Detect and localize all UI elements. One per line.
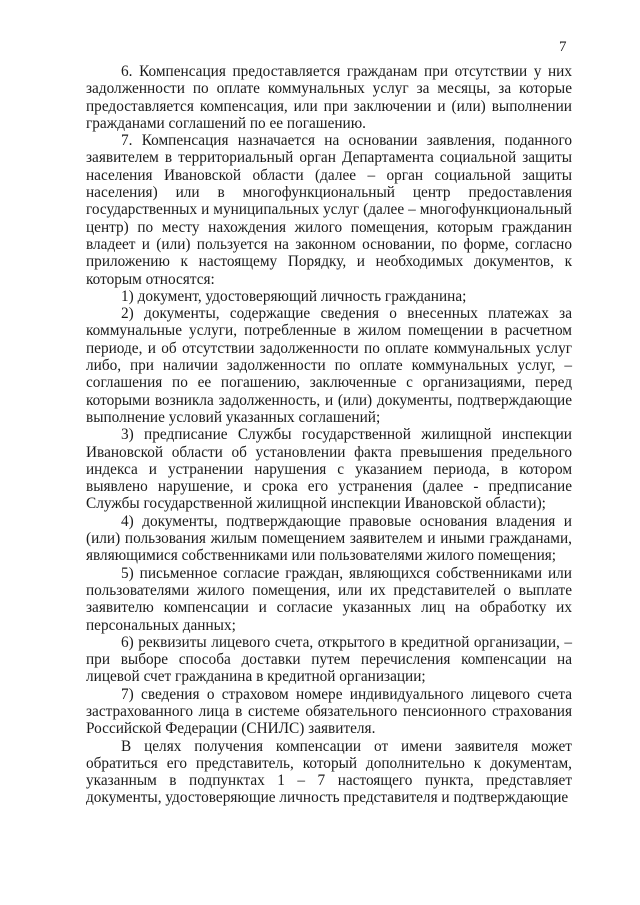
document-body xyxy=(86,63,572,807)
subitem-7: 7) сведения о страховом номере индивидуального лицевого счета застрахованного лица в системе обязательного пенсионного страхования Российской Федерации (СНИЛС) заявителя. xyxy=(86,685,572,738)
subitem-5: 5) письменное согласие граждан, являющихся собственниками или пользователями жилого помещения, или их представителей о выплате заявителю компенсации и согласие указанных лиц на обработку их персональных данных; xyxy=(86,564,572,634)
subitem-4: 4) документы, подтверждающие правовые основания владения и (или) пользования жилым помещением заявителем и иными гражданами, являющимися собственниками или пользователями жилого помещения; xyxy=(86,512,572,565)
paragraph-item-7: 7. Компенсация назначается на основании заявления, поданного заявителем в территориальный орган Департамента социальной защиты населения Ивановской области (далее – орган социальной защиты населения) или в многофункциональный центр предоставления государственных и муниципальных услуг (далее – многофункциональный центр) по месту нахождения жилого помещения, которым гражданин владеет и (или) пользуется на законном основании, по форме, согласно приложению к настоящему Порядку, и необходимых документов, к которым относятся: xyxy=(86,132,572,288)
subitem-1: 1) документ, удостоверяющий личность гражданина; xyxy=(121,287,467,305)
page-number: 7 xyxy=(559,39,567,55)
subitem-6: 6) реквизиты лицевого счета, открытого в кредитной организации, – при выборе способа доставки путем перечисления компенсации на лицевой счет гражданина в кредитной организации; xyxy=(86,633,572,686)
paragraph-representative: В целях получения компенсации от имени заявителя может обратиться его представитель, который дополнительно к документам, указанным в подпунктах 1 – 7 настоящего пункта, представляет документы, удостоверяющие личность представителя и подтверждающие xyxy=(86,737,572,807)
subitem-3: 3) предписание Службы государственной жилищной инспекции Ивановской области об установлении факта превышения предельного индекса и устранении нарушения с указанием периода, в котором выявлено нарушение, и срока его устранения (далее - предписание Службы государственной жилищной инспекции Ивановской области); xyxy=(86,426,572,513)
paragraph-item-6: 6. Компенсация предоставляется гражданам при отсутствии у них задолженности по оплате коммунальных услуг за месяцы, за которые предоставляется компенсация, или при заключении и (или) выполнении гражданами соглашений по ее погашению. xyxy=(86,63,572,132)
subitem-2: 2) документы, содержащие сведения о внесенных платежах за коммунальные услуги, потребленные в жилом помещении в расчетном периоде, и об отсутствии задолженности по оплате коммунальных услуг либо, при наличии задолженности по оплате коммунальных услуг, – соглашения по ее погашению, заключенные с организациями, перед которыми возникла задолженность, и (или) документы, подтверждающие выполнение условий указанных соглашений; xyxy=(86,305,572,426)
